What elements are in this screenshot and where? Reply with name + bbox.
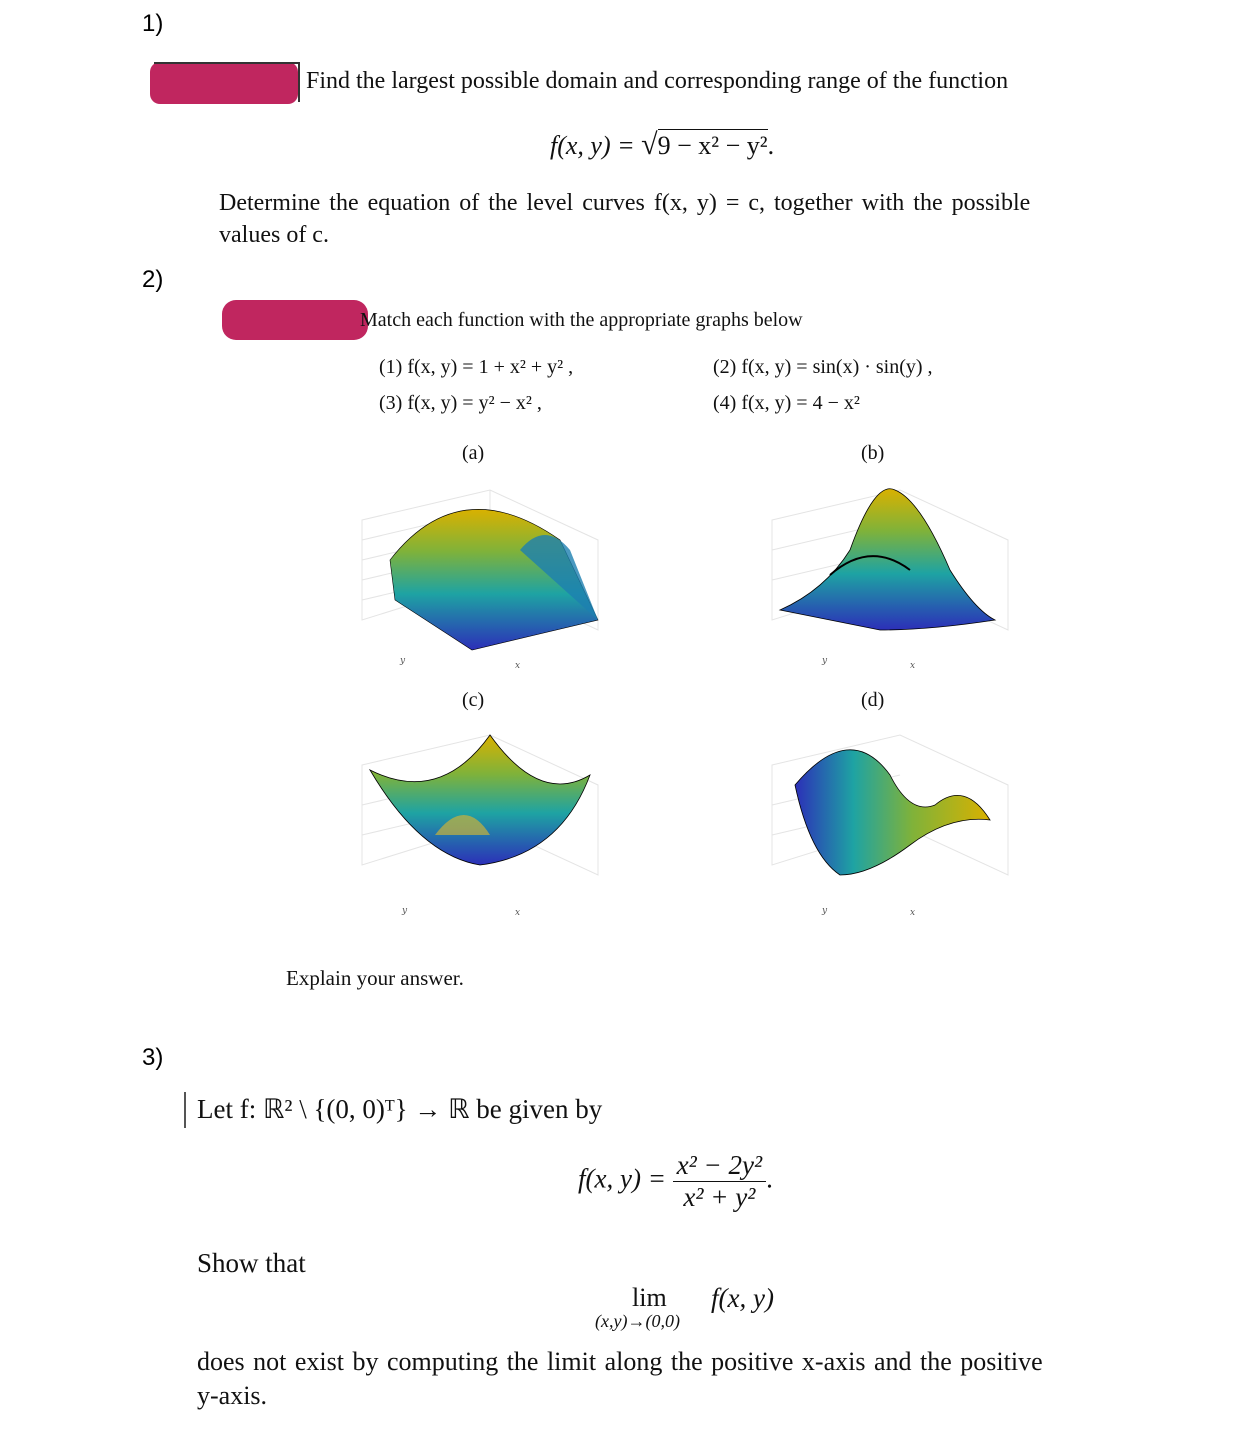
- p2-explain: Explain your answer.: [286, 966, 464, 990]
- p1-eq-lhs: f(x, y) =: [550, 131, 635, 160]
- axis-label-y: y: [822, 906, 828, 916]
- axis-label-x: x: [515, 661, 521, 671]
- axis-label-y: y: [822, 656, 828, 666]
- redaction-edge: [298, 62, 300, 102]
- graph-label-a: (a): [462, 442, 485, 464]
- axis-label-x: x: [910, 908, 916, 918]
- problem-number: 1): [142, 10, 164, 37]
- graph-c: [340, 725, 610, 925]
- p1-level-line1: Determine the equation of the level curves f(x, y) = c, together with the possible: [219, 190, 1031, 216]
- graph-label-d: (d): [861, 689, 885, 711]
- graph-label-b: (b): [861, 442, 885, 464]
- p2-function-2: (2) f(x, y) = sin(x) · sin(y) ,: [713, 356, 933, 378]
- p1-level-line2: values of c.: [219, 222, 329, 248]
- graph-d-surface: [795, 750, 990, 875]
- p3-show: Show that: [197, 1248, 306, 1278]
- p3-conclusion-line1: does not exist by computing the limit along the positive x-axis and the positive: [197, 1347, 1043, 1376]
- p2-intro: Match each function with the appropriate graphs below: [360, 309, 803, 331]
- problem-number: 3): [142, 1044, 164, 1071]
- graph-b: [750, 480, 1020, 680]
- p3-conclusion-line2: y-axis.: [197, 1381, 268, 1410]
- p2-function-1: (1) f(x, y) = 1 + x² + y² ,: [379, 356, 574, 378]
- p2-function-3: (3) f(x, y) = y² − x² ,: [379, 392, 542, 414]
- graph-b-surface: [780, 489, 995, 630]
- p1-eq-end: .: [767, 131, 775, 160]
- p2-function-4: (4) f(x, y) = 4 − x²: [713, 392, 860, 414]
- axis-label-x: x: [515, 908, 521, 918]
- axis-label-y: y: [402, 906, 408, 916]
- axis-label-y: y: [400, 656, 406, 666]
- axis-label-x: x: [910, 661, 916, 671]
- redaction-edge: [154, 62, 300, 64]
- p3-lim: lim: [632, 1283, 667, 1312]
- redaction-mark: [150, 62, 298, 104]
- p3-eq-end: .: [766, 1163, 773, 1194]
- p3-eq-numerator: x² − 2y²: [676, 1150, 763, 1180]
- p3-eq-lhs: f(x, y) =: [578, 1163, 666, 1194]
- p1-eq-radicand: 9 − x² − y²: [657, 131, 768, 160]
- text-cursor-bar: [184, 1092, 186, 1128]
- p1-equation: f(x, y) = √9 − x² − y².: [550, 128, 775, 161]
- graph-c-surface: [370, 735, 590, 865]
- problem-number: 2): [142, 266, 164, 293]
- redaction-mark: [222, 300, 368, 340]
- p1-intro: Find the largest possible domain and corresponding range of the function: [306, 68, 1009, 94]
- graph-a: [340, 480, 610, 680]
- p3-intro: Let f: ℝ² \ {(0, 0)ᵀ} → ℝ be given by: [197, 1094, 603, 1124]
- graph-d: [750, 725, 1020, 925]
- p3-lim-function: f(x, y): [711, 1283, 774, 1313]
- graph-label-c: (c): [462, 689, 485, 711]
- p3-equation: [578, 1150, 773, 1213]
- p3-lim-subscript: (x,y)→(0,0): [595, 1311, 680, 1331]
- p3-eq-denominator: x² + y²: [683, 1182, 756, 1212]
